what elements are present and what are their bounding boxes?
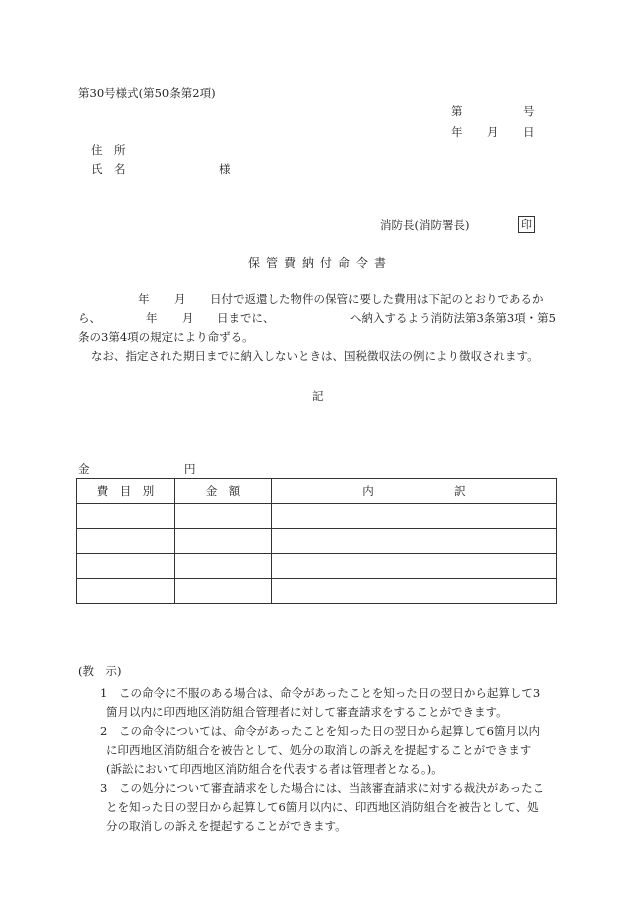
body-year-1: 年 (138, 292, 150, 306)
date-day: 日 (523, 125, 535, 139)
instructions-title: (教 示) (78, 664, 122, 678)
table-cell[interactable] (77, 504, 175, 529)
instruction-3-line-2: とを知った日の翌日から起算して6箇月以内に、印西地区消防組合を被告として、処 (106, 800, 539, 814)
table-row (77, 504, 557, 529)
col-header-category: 費 目 別 (77, 479, 175, 504)
instruction-2-line-2: に印西地区消防組合を被告として、処分の取消しの訴えを提起することができます (106, 743, 532, 757)
instruction-1-line-2: 箇月以内に印西地区消防組合管理者に対して審査請求をすることができます。 (106, 705, 508, 719)
address-label: 住 所 (91, 143, 126, 157)
col-header-breakdown: 内 訳 (272, 479, 557, 504)
fee-table (76, 478, 557, 604)
table-cell[interactable] (175, 579, 272, 604)
instruction-1-line-1: この命令に不服のある場合は、命令があったことを知った日の翌日から起算して3 (119, 686, 541, 700)
instruction-2-line-3: (訴訟において印西地区消防組合を代表する者は管理者となる。)。 (106, 762, 443, 776)
ki-mark: 記 (312, 389, 324, 403)
instruction-3-line-3: 分の取消しの訴えを提起することができます。 (106, 819, 347, 833)
table-header-row (77, 479, 557, 504)
form-number: 第30号様式(第50条第2項) (78, 86, 216, 100)
date-year: 年 (451, 125, 463, 139)
doc-no-suffix: 号 (523, 104, 535, 118)
instruction-num-2: 2 (100, 724, 108, 738)
date-month: 月 (487, 125, 499, 139)
table-cell[interactable] (77, 529, 175, 554)
table-row (77, 529, 557, 554)
body-line-2-start: ら、 (78, 311, 101, 325)
issuer-title: 消防長(消防署長) (380, 218, 470, 232)
table-cell[interactable] (175, 554, 272, 579)
body-line-3: 条の3第4項の規定により命ずる。 (78, 330, 254, 344)
body-line-1: 日付で返還した物件の保管に要した費用は下記のとおりであるか (210, 292, 544, 306)
table-cell[interactable] (77, 554, 175, 579)
table-row (77, 554, 557, 579)
amount-label: 金 (78, 462, 90, 476)
table-row (77, 579, 557, 604)
honorific: 様 (219, 162, 231, 176)
instruction-num-1: 1 (100, 686, 108, 700)
table-cell[interactable] (272, 554, 557, 579)
instruction-3-line-1: この処分について審査請求をした場合には、当該審査請求に対する裁決があったこ (119, 781, 545, 795)
name-label: 氏 名 (91, 162, 126, 176)
body-line-2-text2: へ納入するよう消防法第3条第3項・第5 (350, 311, 556, 325)
instruction-num-3: 3 (100, 781, 108, 795)
body-line-2-text1: 日までに、 (217, 311, 275, 325)
table-cell[interactable] (272, 579, 557, 604)
instruction-2-line-1: この命令については、命令があったことを知った日の翌日から起算して6箇月以内 (119, 724, 540, 738)
seal-mark: 印 (518, 216, 535, 233)
amount-unit: 円 (184, 462, 196, 476)
col-header-amount: 金 額 (175, 479, 272, 504)
table-cell[interactable] (272, 504, 557, 529)
table-cell[interactable] (175, 529, 272, 554)
document-title: 保管費納付命令書 (248, 256, 393, 270)
table-cell[interactable] (272, 529, 557, 554)
doc-no-prefix: 第 (451, 104, 463, 118)
body-month-2: 月 (182, 311, 194, 325)
table-cell[interactable] (77, 579, 175, 604)
body-month-1: 月 (174, 292, 186, 306)
table-cell[interactable] (175, 504, 272, 529)
body-year-2: 年 (146, 311, 158, 325)
body-line-4: なお、指定された期日までに納入しないときは、国税徴収法の例により徴収されます。 (91, 349, 539, 363)
